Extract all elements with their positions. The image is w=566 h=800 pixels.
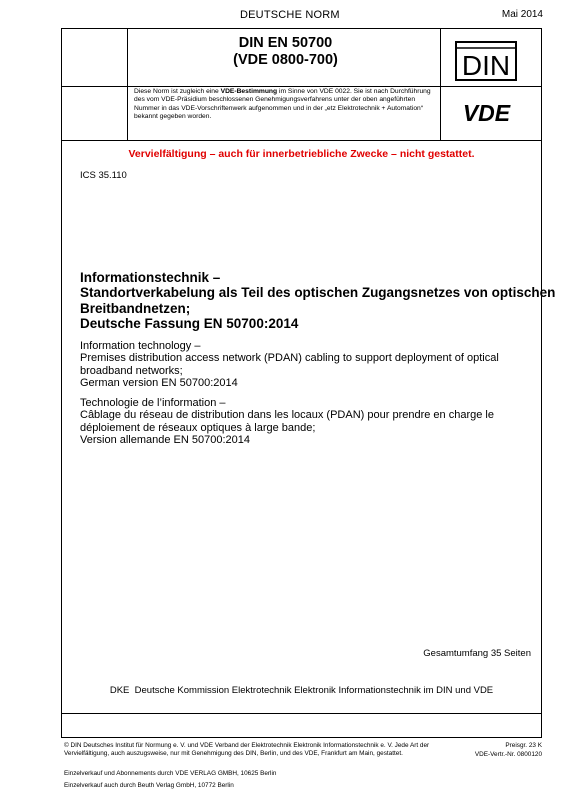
title-line: Câblage du réseau de distribution dans les locaux (PDAN) pour prendre en charge le xyxy=(80,409,494,422)
standard-title-block xyxy=(132,35,439,69)
sales-vde-verlag: Einzelverkauf und Abonnements durch VDE VERLAG GMBH, 10625 Berlin xyxy=(64,770,277,777)
notice-text: im Sinne von VDE 0022. Sie ist nach Durchführung des vom VDE-Präsidium beschlossenen Genehmigungsverfahrens unter der oben angeführten Nummer in das VDE-Vorschriftenwerk aufgenommen und in der „etz Elektrotechnik + Automation“ bekannt gegeben worden. xyxy=(134,88,431,120)
title-line: Deutsche Fassung EN 50700:2014 xyxy=(80,315,299,331)
vde-order-number: VDE-Vertr.-Nr. 0800120 xyxy=(474,750,542,758)
ics-code: ICS 35.110 xyxy=(80,170,127,181)
total-pages: Gesamtumfang 35 Seiten xyxy=(423,648,531,659)
divider-line xyxy=(440,28,441,140)
publication-date: Mai 2014 xyxy=(501,9,543,20)
vde-logo-text: VDE xyxy=(462,100,511,125)
price-group: Preisgr. 23 K xyxy=(505,742,542,749)
title-line: Premises distribution access network (PDAN) cabling to support deployment of optical xyxy=(80,352,499,365)
title-line: broadband networks; xyxy=(80,364,183,377)
price-info xyxy=(475,742,542,759)
title-line: Information technology – xyxy=(80,340,201,352)
din-logo-text: DIN xyxy=(461,50,511,81)
title-line: Version allemande EN 50700:2014 xyxy=(80,434,251,447)
divider-line xyxy=(127,28,128,140)
title-german xyxy=(80,270,556,331)
vde-logo xyxy=(453,100,520,125)
sales-beuth-verlag: Einzelverkauf auch durch Beuth Verlag GmbH, 10772 Berlin xyxy=(64,782,234,789)
title-french xyxy=(80,397,530,447)
vde-number: (VDE 0800-700) xyxy=(233,52,338,68)
title-english xyxy=(80,340,530,390)
title-line: Technologie de l’information – xyxy=(80,397,226,409)
title-line: déploiement de réseaux optiques à large bande; xyxy=(80,421,316,434)
divider-line xyxy=(61,140,542,141)
vde-notice xyxy=(134,88,434,121)
din-logo xyxy=(455,41,517,81)
title-line: Informationstechnik – xyxy=(80,270,221,285)
divider-line xyxy=(61,86,542,87)
standard-number: DIN EN 50700 xyxy=(238,35,333,51)
notice-text: Diese Norm ist zugleich eine xyxy=(134,88,221,95)
title-line: German version EN 50700:2014 xyxy=(80,377,238,390)
copyright-notice: © DIN Deutsches Institut für Normung e. V. und VDE Verband der Elektrotechnik Elektronik Informationstechnik e. V. Jede Art der Vervielfältigung, auch auszugsweise, nur mit Genehmigung des DIN, Berlin, und des VDE, Frankfurt am Main, gestattet. xyxy=(64,742,430,757)
divider-line xyxy=(61,713,542,714)
document-type: DEUTSCHE NORM xyxy=(240,9,340,21)
title-line: Standortverkabelung als Teil des optischen Zugangsnetzes von optischen xyxy=(80,285,556,301)
notice-bold-text: VDE-Bestimmung xyxy=(220,88,278,95)
copy-warning: Vervielfältigung – auch für innerbetriebliche Zwecke – nicht gestattet. xyxy=(128,148,475,160)
title-line: Breitbandnetzen; xyxy=(80,300,191,316)
dke-committee: DKE Deutsche Kommission Elektrotechnik Elektronik Informationstechnik im DIN und VDE xyxy=(109,685,494,696)
